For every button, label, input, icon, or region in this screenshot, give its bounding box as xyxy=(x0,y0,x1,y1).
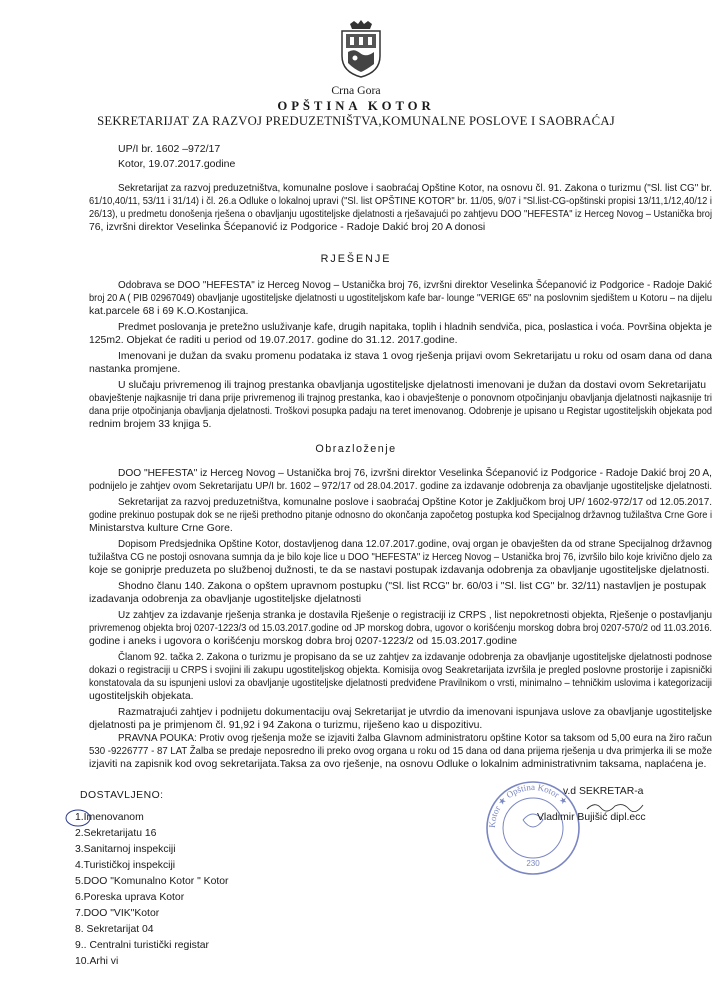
distribution-item: 6.Poreska uprava Kotor xyxy=(75,892,185,903)
distribution-item: 4.Turističkoj inspekciji xyxy=(75,860,176,871)
intro-line: 61/10,40/11, 53/11 i 31/14) i čl. 26.a Odluke o lokalnoj upravi ("Sl. list OPŠTINE KOTOR" br. 11/05, 9/07 i "Sl.list-CG-opštinski propisi 13/11,1/12,40/12 i xyxy=(89,196,712,207)
decision-line: Predmet poslovanja je pretežno usluživanje kafe, drugih napitaka, toplih i hladnih sendviča, pica, poslastica i voća. Površina objekta je xyxy=(118,322,712,333)
reasoning-line: Uz zahtjev za izdavanje rješenja stranka je dostavila Rješenje o registraciji iz CRPS , list nepokretnosti objekta, Rješenje o postavljanju xyxy=(118,610,712,621)
reasoning-line: PRAVNA POUKA: Protiv ovog rješenja može se izjaviti žalba Glavnom administratoru opštine Kotor sa taksom od 5,00 eura na žiro račun xyxy=(118,733,712,744)
reasoning-line: Članom 92. tačka 2. Zakona o turizmu je propisano da se uz zahtjev za izdavanje odobrenja za obavljanje ugostiteljske djelatnosti podnose xyxy=(118,652,712,663)
decision-line: rednim brojem 33 knjiga 5. xyxy=(89,419,212,430)
reasoning-line: izjaviti na zapisnik kod ovog sekretarijata.Taksa za ovo rješenje, na osnovu Odluke o lokalnim administrativnim taksama, naplaćena je. xyxy=(89,759,707,770)
reasoning-line: ugostiteljskih objekata. xyxy=(89,691,194,702)
reasoning-line: podnijelo je zahtjev ovom Sekretarijatu UP/I br. 1602 – 972/17 od 28.04.2017. godine za izdavanje odobrenja za obavljanje ugostiteljske djelatnosti. xyxy=(89,481,712,492)
distribution-item: 5.DOO "Komunalno Kotor " Kotor xyxy=(75,876,229,887)
distribution-item: 3.Sanitarnoj inspekciji xyxy=(75,844,176,855)
decision-line: dana prije otpočinjanja obavljanja djelatnosti. Troškovi posupka padaju na teret imenovanog. Odobrenje je upisano u Registar ugostiteljskih objekata pod xyxy=(89,406,712,417)
signature-name: Vladimir Bujišić dipl.ecc xyxy=(537,812,646,823)
distribution-item: 9.. Centralni turistički registar xyxy=(75,940,209,951)
reasoning-heading: Obrazloženje xyxy=(315,443,397,455)
signature-title: v.d SEKRETAR-a xyxy=(563,786,644,797)
reasoning-line: godine prekinuo postupak dok se ne riješi prethodno pitanje odnosno do okončanja započetog postupka kod Specijalnog državnog tužilaštva Crne Gore i xyxy=(89,510,712,521)
distribution-item: 1.Imenovanom xyxy=(75,812,144,823)
decision-line: broj 20 A ( PIB 02967049) obavljanje ugostiteljske djelatnosti u ugostiteljskom kafe bar- lounge "VERIGE 65" na poslovnim sjedištem u Kotoru – na dijelu xyxy=(89,293,712,304)
reasoning-line: djelatnosti pa je primjenom čl. 91,92 i 94 Zakona o turizmu, riješeno kao u dispozitivu. xyxy=(89,720,483,731)
reference-place-date: Kotor, 19.07.2017.godine xyxy=(118,158,236,170)
intro-line: Sekretarijat za razvoj preduzetništva, komunalne poslove i saobraćaj Opštine Kotor, na osnovu čl. 91. Zakona o turizmu ("Sl. list CG" br. xyxy=(118,183,712,194)
decision-line: Odobrava se DOO "HEFESTA" iz Herceg Novog – Ustanička broj 76, izvršni direktor Veselinka Šćepanović iz Podgorice - Radoje Dakić xyxy=(118,280,712,291)
decision-line: Imenovani je dužan da svaku promenu podataka iz stava 1 ovog rješenja prijavi ovom Sekretarijatu u roku od osam dana od dana xyxy=(118,351,712,362)
stamp-number: 230 xyxy=(526,859,540,868)
decision-line: nastanka promjene. xyxy=(89,364,181,375)
reasoning-line: 530 -9226777 - 87 LAT Žalba se predaje neposredno ili preko ovog organa u roku od 15 dana od dana prijema rješenja u dva primjerka ili se može xyxy=(89,746,712,757)
reasoning-line: tužilaštva CG ne postoji osnovana sumnja da je bilo koje lice u DOO "HEFESTA" iz Herceg Novog – Ustanička broj 76, izvršilo bilo koje krivično djelo za xyxy=(89,552,712,563)
distribution-label: DOSTAVLJENO: xyxy=(80,790,164,801)
decision-line: obavještenje najkasnije tri dana prije privremenog ili trajnog prestanka, kao i obavještenje o ponovnom otpočinjanju obavljanja djelatnosti najkasnije tri xyxy=(89,393,712,404)
intro-line: 76, izvršni direktor Veselinka Šćepanović iz Podgorice - Radoje Dakić broj 20 A donosi xyxy=(89,222,486,233)
reasoning-line: Sekretarijat za razvoj preduzetništva, komunalne poslove i saobraćaj Opštine Kotor je Zaključkom broj UP/ 1602-972/17 od 12.05.2017. xyxy=(118,497,712,508)
stamp-text: Kotor ★ Opština Kotor ★ xyxy=(486,781,570,829)
distribution-item: 2.Sekretarijatu 16 xyxy=(75,828,157,839)
country-name: Crna Gora xyxy=(331,83,381,97)
reasoning-line: dokazi o registraciji u CRPS i svojini ili zakupu ugostiteljskog objekta. Komisija ovog Seakretarijata izvršila je pregled poslovne prostorije i zapisnički xyxy=(89,665,712,676)
reasoning-line: DOO "HEFESTA" iz Herceg Novog – Ustanička broj 76, izvršni direktor Veselinka Šćepanović iz Podgorice - Radoje Dakić broj 20 A, xyxy=(118,468,712,479)
distribution-item: 10.Arhi vi xyxy=(75,956,119,967)
decision-line: U slučaju privremenog ili trajnog prestanka obavljanja ugostiteljske djelatnosti imenovani je dužan da dostavi ovom Sekretarijatu xyxy=(118,380,706,391)
distribution-item: 7.DOO "VIK"Kotor xyxy=(75,908,160,919)
decision-line: kat.parcele 68 i 69 K.O.Kostanjica. xyxy=(89,306,249,317)
decision-line: 125m2. Objekat će raditi u period od 19.07.2017. godine do 31.12. 2017.godine. xyxy=(89,335,458,346)
reasoning-line: Ministarstva kulture Crne Gore. xyxy=(89,523,233,534)
reference-number: UP/I br. 1602 –972/17 xyxy=(118,143,221,155)
reasoning-line: godine i aneks i ugovora o korišćenju morskog dobra broj 0207-1223/2 od 15.03.2017.godine xyxy=(89,636,518,647)
reasoning-line: Shodno članu 140. Zakona o opštem upravnom postupku ("Sl. list RCG" br. 60/03 i "Sl. list CG" br. 32/11) nastavljen je postupak xyxy=(118,581,707,592)
decision-heading: RJEŠENJE xyxy=(320,253,392,265)
reasoning-line: privremenog objekta broj 0207-1223/3 od 15.03.2017.godine od JP morskog dobra, ugovor o korišćenju morskog dobra broj 0207-570/2 od 11.03.2016. xyxy=(89,623,712,634)
intro-line: 26/13), u predmetu donošenja rješena o obavljanju ugostiteljske djelatnosti a rješavajući po zahtjevu DOO "HEFESTA" iz Herceg Novog – Ustanička broj xyxy=(89,209,712,220)
municipality-name: OPŠTINA KOTOR xyxy=(277,98,435,113)
reasoning-line: Razmatrajući zahtjev i podnijetu dokumentaciju ovaj Sekretarijat je utvrdio da imenovani ispunjava uslove za obavljanje ugostiteljske xyxy=(118,707,712,718)
secretariat-name: SEKRETARIJAT ZA RAZVOJ PREDUZETNIŠTVA,KOMUNALNE POSLOVE I SAOBRAĆAJ xyxy=(97,113,615,128)
coat-of-arms-icon xyxy=(336,20,386,78)
handwritten-signature xyxy=(585,800,645,812)
reasoning-line: koje se goniprje preduzeta po službenoj dužnosti, te da se nastavi postupak izdavanja odobrenja za obavljanje ugostiteljske djelatnosti. xyxy=(89,565,710,576)
reasoning-line: konstatovala da su ispunjeni uslovi za obavljanje ugostiteljske djelatnosti predviđene Pravilnikom o vrsti, minimalno – tehničkim uslovima i kategorizaciji xyxy=(89,678,712,689)
distribution-item: 8. Sekretarijat 04 xyxy=(75,924,154,935)
reasoning-line: izadavanja odobrenja za obavljanje ugostiteljske djelatnosti xyxy=(89,594,362,605)
reasoning-line: Dopisom Predsjednika Opštine Kotor, dostavljenog dana 12.07.2017.godine, ovaj organ je obavješten da od strane Specijalnog državnog xyxy=(118,539,712,550)
